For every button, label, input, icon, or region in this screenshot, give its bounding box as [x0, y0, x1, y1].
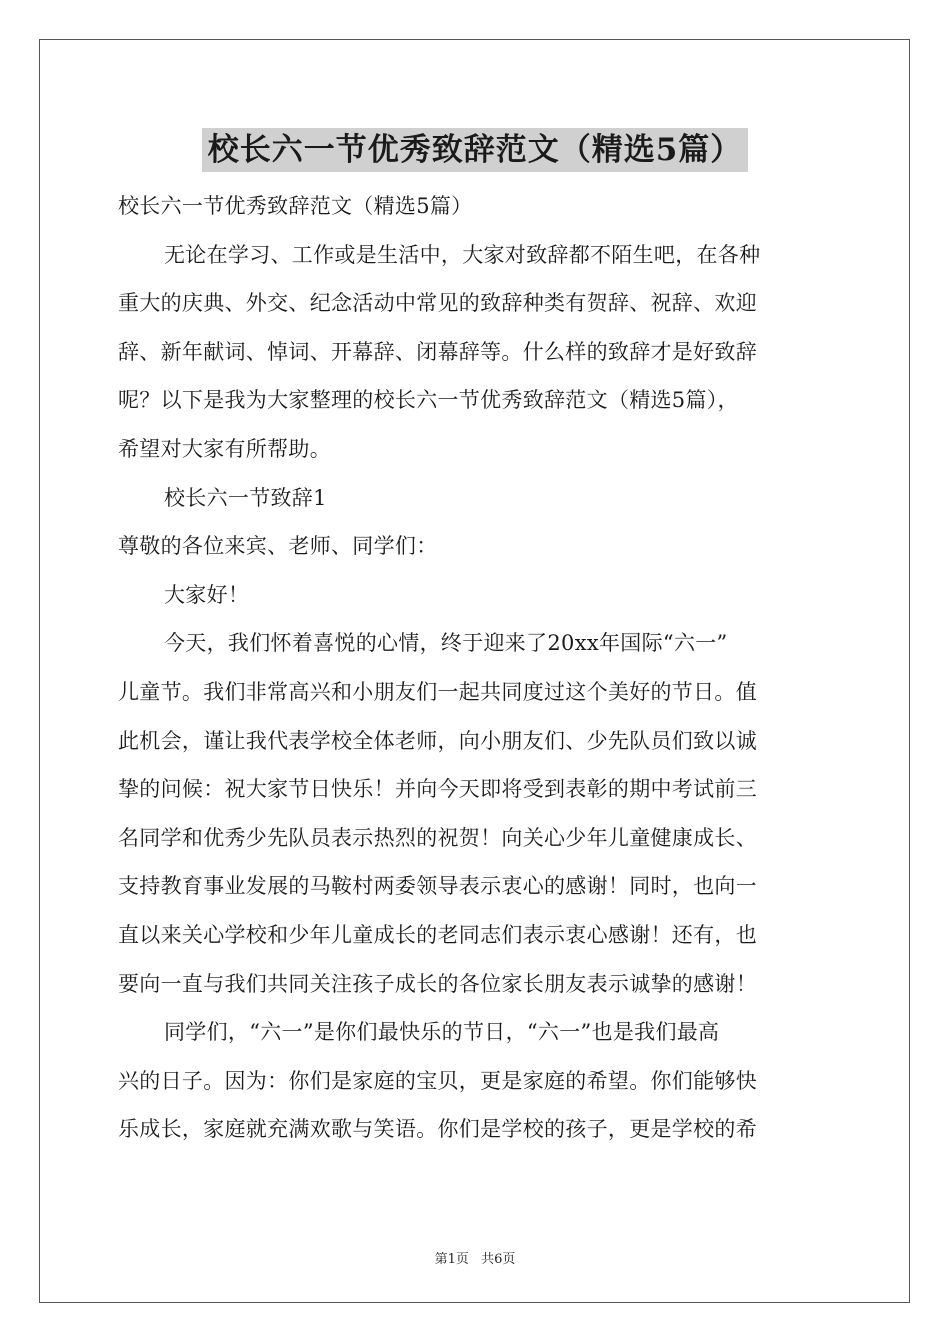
- page-footer: [0, 1248, 950, 1267]
- text-line: 尊敬的各位来宾、老师、同学们：: [118, 534, 438, 559]
- text-line: 今天，我们怀着喜悦的心情，终于迎来了20xx年国际“六一”: [164, 631, 728, 656]
- text-line: 重大的庆典、外交、纪念活动中常见的致辞种类有贺辞、祝辞、欢迎: [118, 291, 757, 316]
- text-line: 无论在学习、工作或是生活中，大家对致辞都不陌生吧，在各种: [164, 242, 761, 267]
- text-line: 乐成长，家庭就充满欢歌与笑语。你们是学校的孩子，更是学校的希: [118, 1117, 757, 1142]
- text-line: 校长六一节优秀致辞范文（精选5篇）: [118, 194, 473, 218]
- text-line: 校长六一节致辞1: [164, 485, 327, 510]
- text-line: 此机会，谨让我代表学校全体老师，向小朋友们、少先队员们致以诚: [118, 728, 757, 753]
- text-line: 兴的日子。因为：你们是家庭的宝贝，更是家庭的希望。你们能够快: [118, 1068, 757, 1093]
- text-line: 呢？以下是我为大家整理的校长六一节优秀致辞范文（精选5篇），: [118, 388, 739, 413]
- document-title: 校长六一节优秀致辞范文（精选5篇）: [202, 128, 749, 172]
- text-line: 支持教育事业发展的马鞍村两委领导表示衷心的感谢！同时，也向一: [118, 874, 757, 899]
- text-line: 大家好！: [164, 582, 250, 607]
- text-line: 名同学和优秀少先队员表示热烈的祝贺！向关心少年儿童健康成长、: [118, 825, 757, 850]
- text-line: 儿童节。我们非常高兴和小朋友们一起共同度过这个美好的节日。值: [118, 679, 757, 704]
- page-number: 第1页: [434, 1252, 469, 1267]
- text-line: 同学们，“六一”是你们最快乐的节日，“六一”也是我们最高: [164, 1020, 720, 1045]
- page-total: 共6页: [481, 1252, 516, 1267]
- text-line: 挚的问候：祝大家节日快乐！并向今天即将受到表彰的期中考试前三: [118, 777, 757, 802]
- text-line: 辞、新年献词、悼词、开幕辞、闭幕辞等。什么样的致辞才是好致辞: [118, 339, 757, 364]
- title-container: [0, 128, 950, 172]
- document-body: [118, 182, 832, 1154]
- text-line: 直以来关心学校和少年儿童成长的老同志们表示衷心感谢！还有，也: [118, 922, 757, 947]
- text-line: 要向一直与我们共同关注孩子成长的各位家长朋友表示诚挚的感谢！: [118, 971, 757, 996]
- text-line: 希望对大家有所帮助。: [118, 436, 331, 461]
